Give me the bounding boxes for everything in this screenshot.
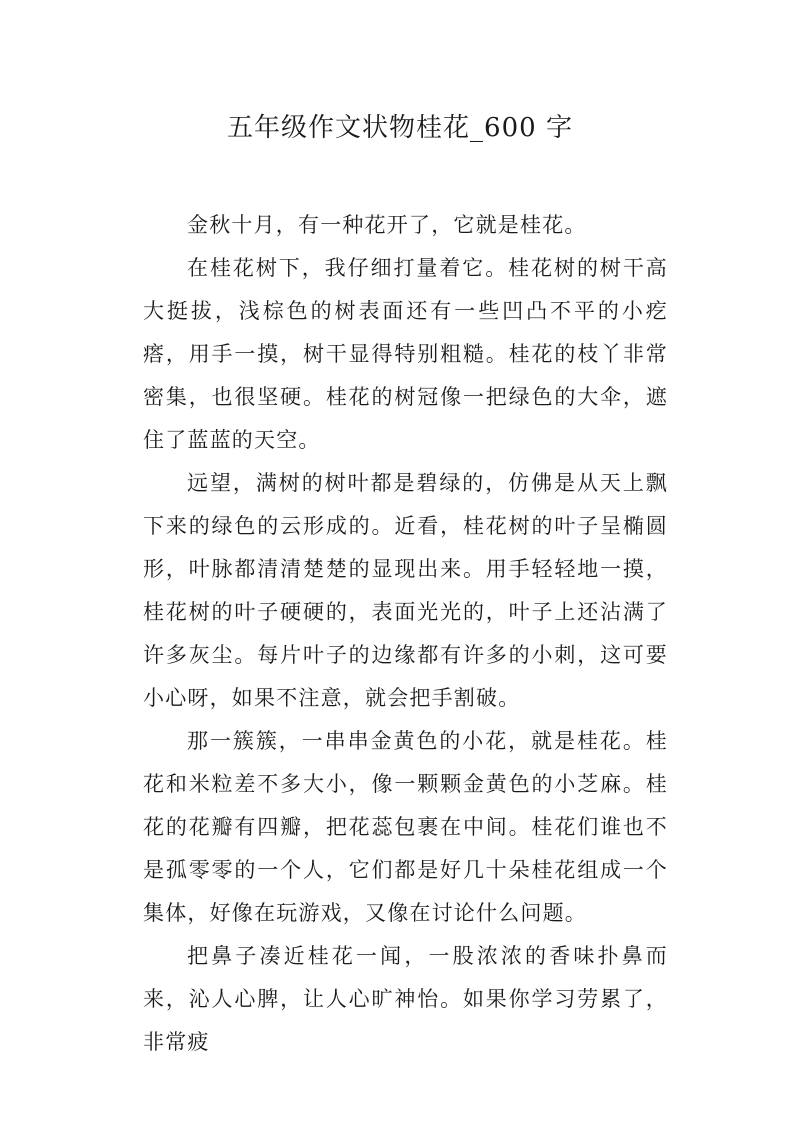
paragraph: 那一簇簇，一串串金黄色的小花，就是桂花。桂花和米粒差不多大小，像一颗颗金黄色的小芝麻。桂花的花瓣有四瓣，把花蕊包裹在中间。桂花们谁也不是孤零零的一个人，它们都是好几十朵桂花组成一个集体，好像在玩游戏，又像在讨论什么问题。 [143, 729, 668, 925]
paragraph: 金秋十月，有一种花开了，它就是桂花。 [187, 213, 587, 237]
paragraph: 把鼻子凑近桂花一闻，一股浓浓的香味扑鼻而来，沁人心脾，让人心旷神怡。如果你学习劳累了，非常疲 [143, 944, 668, 1054]
document-body [143, 204, 668, 1064]
document-title: 五年级作文状物桂花_600 字 [227, 113, 573, 143]
paragraph: 远望，满树的树叶都是碧绿的，仿佛是从天上飘下来的绿色的云形成的。近看，桂花树的叶子呈椭圆形，叶脉都清清楚楚的显现出来。用手轻轻地一摸，桂花树的叶子硬硬的，表面光光的，叶子上还沾满了许多灰尘。每片叶子的边缘都有许多的小刺，这可要小心呀，如果不注意，就会把手割破。 [143, 471, 668, 710]
paragraph: 在桂花树下，我仔细打量着它。桂花树的树干高大挺拔，浅棕色的树表面还有一些凹凸不平的小疙瘩，用手一摸，树干显得特别粗糙。桂花的枝丫非常密集，也很坚硬。桂花的树冠像一把绿色的大伞，遮住了蓝蓝的天空。 [143, 256, 668, 452]
